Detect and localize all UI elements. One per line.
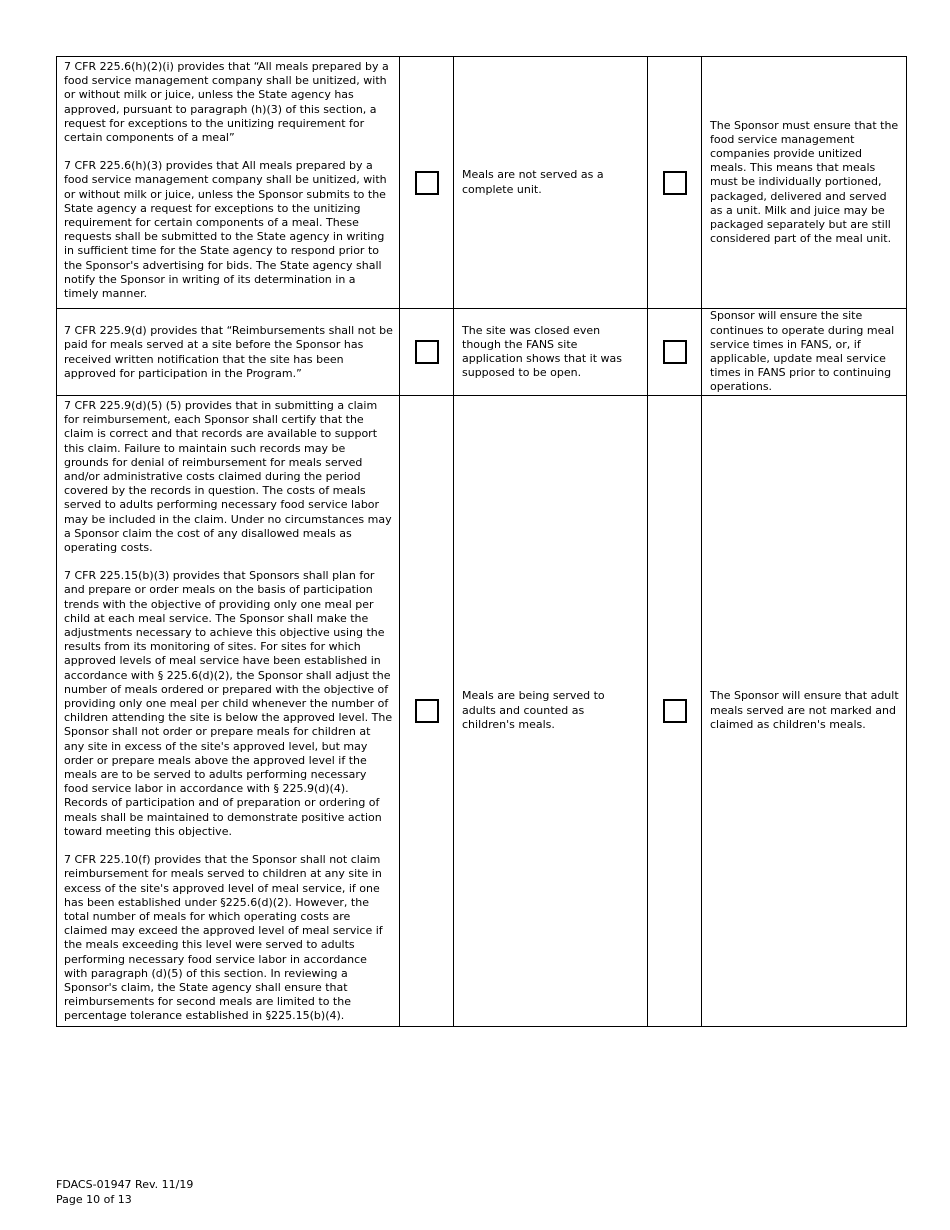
finding-checkbox-cell (400, 309, 454, 396)
finding-checkbox[interactable] (415, 340, 439, 364)
regulation-cell (57, 309, 400, 396)
regulation-cell (57, 57, 400, 309)
corrective-checkbox-cell (648, 396, 702, 1027)
regulation-text: 7 CFR 225.10(f) provides that the Sponsor shall not claim reimbursement for meals served to children at any site in excess of the site's approved level of meal service, if one has been established under §225.6(d)(2). However, the total number of meals for which operating costs are claimed may exceed the approved level of meal service if the meals exceeding this level were served to adults performing necessary food service labor in accordance with paragraph (d)(5) of this section. In reviewing a Sponsor's claim, the State agency shall ensure that reimbursements for second meals are limited to the percentage tolerance established in §225.15(b)(4). (64, 853, 383, 1023)
finding-checkbox[interactable] (415, 171, 439, 195)
finding-cell: Meals are not served as a complete unit. (454, 57, 648, 309)
finding-cell: The site was closed even though the FANS site application shows that it was supposed to be open. (454, 309, 648, 396)
finding-checkbox-cell (400, 57, 454, 309)
corrective-action-cell: Sponsor will ensure the site continues to operate during meal service times in FANS, or, if applicable, update meal service times in FANS prior to continuing operations. (702, 309, 907, 396)
finding-checkbox[interactable] (415, 699, 439, 723)
page-footer (56, 1178, 193, 1207)
table-row (57, 309, 907, 396)
regulation-text: 7 CFR 225.6(h)(2)(i) provides that “All meals prepared by a food service management company shall be unitized, with or without milk or juice, unless the State agency has approved, pursuant to paragraph (h)(3) of this section, a request for exceptions to the unitizing requirement for certain components of a meal” (64, 60, 389, 145)
page-number: Page 10 of 13 (56, 1192, 132, 1206)
regulation-text: 7 CFR 225.15(b)(3) provides that Sponsors shall plan for and prepare or order meals on the basis of participation trends with the objective of providing only one meal per child at each meal service. The Sponsor shall make the adjustments necessary to achieve this objective using the results from its monitoring of sites. For sites for which approved levels of meal service have been established in accordance with § 225.6(d)(2), the Sponsor shall adjust the number of meals ordered or prepared with the objective of providing only one meal per child whenever the number of children attending the site is below the approved level. The Sponsor shall not order or prepare meals for children at any site in excess of the site's approved level, but may order or prepare meals above the approved level if the meals are to be served to adults performing necessary food service labor in accordance with § 225.9(d)(4). Records of participation and of preparation or ordering of meals shall be maintained to demonstrate positive action toward meeting this objective. (64, 569, 393, 838)
regulation-cell (57, 396, 400, 1027)
corrective-action-checkbox[interactable] (663, 699, 687, 723)
regulation-text: 7 CFR 225.6(h)(3) provides that All meals prepared by a food service management company shall be unitized, with or without milk or juice, unless the Sponsor submits to the State agency a request for exceptions to the unitizing requirement for certain components of a meal. These requests shall be submitted to the State agency in writing in sufficient time for the State agency to respond prior to the Sponsor's advertising for bids. The State agency shall notify the Sponsor in writing of its determination in a timely manner. (64, 159, 387, 301)
corrective-action-checkbox[interactable] (663, 340, 687, 364)
form-number: FDACS-01947 Rev. 11/19 (56, 1178, 194, 1191)
finding-cell: Meals are being served to adults and counted as children's meals. (454, 396, 648, 1027)
corrective-checkbox-cell (648, 309, 702, 396)
corrective-action-checkbox[interactable] (663, 171, 687, 195)
regulation-text: 7 CFR 225.9(d) provides that “Reimbursements shall not be paid for meals served at a site before the Sponsor has received written notification that the site has been approved for participation in the Program.” (64, 324, 393, 380)
table-row (57, 57, 907, 309)
corrective-action-cell: The Sponsor must ensure that the food service management companies provide unitized meals. This means that meals must be individually portioned, packaged, delivered and served as a unit. Milk and juice may be packaged separately but are still considered part of the meal unit. (702, 57, 907, 309)
finding-checkbox-cell (400, 396, 454, 1027)
corrective-checkbox-cell (648, 57, 702, 309)
regulation-review-table (56, 56, 907, 1027)
corrective-action-cell: The Sponsor will ensure that adult meals served are not marked and claimed as children's meals. (702, 396, 907, 1027)
regulation-text: 7 CFR 225.9(d)(5) (5) provides that in submitting a claim for reimbursement, each Sponsor shall certify that the claim is correct and that records are available to support this claim. Failure to maintain such records may be grounds for denial of reimbursement for meals served and/or administrative costs claimed during the period covered by the records in question. The costs of meals served to adults performing necessary food service labor may be included in the claim. Under no circumstances may a Sponsor claim the cost of any disallowed meals as operating costs. (64, 399, 392, 555)
table-row (57, 396, 907, 1027)
